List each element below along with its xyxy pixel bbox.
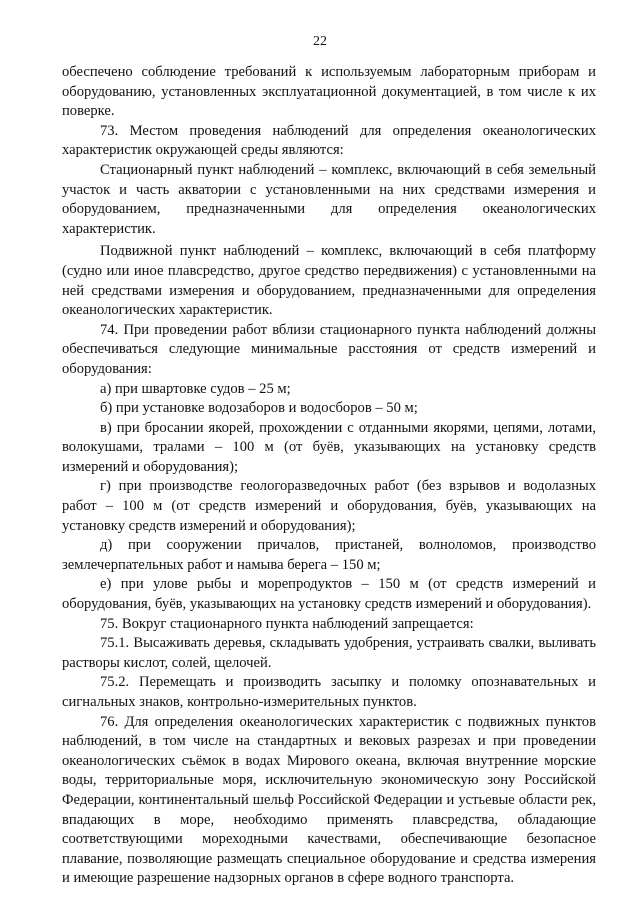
paragraph-continuation: обеспечено соблюдение требований к используемым лабораторным приборам и оборудованию, установленных эксплуатационной документацией, в том числе к их поверке. — [62, 64, 596, 120]
paragraph-73: 73. Местом проведения наблюдений для определения океанологических характеристик окружающей среды являются: — [62, 122, 596, 159]
paragraph-stationary-point: Стационарный пункт наблюдений – комплекс, включающий в себя земельный участок и часть акватории с установленными на них средствами измерения и оборудованием, предназначенными для определения океанологических характеристик. — [62, 161, 596, 237]
list-item-74a: а) при швартовке судов – 25 м; — [100, 380, 291, 397]
paragraph-75-1: 75.1. Высаживать деревья, складывать удобрения, устраивать свалки, выливать растворы кислот, солей, щелочей. — [62, 635, 596, 671]
list-item-74c: в) при бросании якорей, прохождении с отданными якорями, цепями, лотами, волокушами, тралами – 100 м (от буёв, указывающих на установку средств измерений и оборудования); — [62, 419, 596, 475]
list-item-74f: е) при улове рыбы и морепродуктов – 150 м (от средств измерений и оборудования, буёв, указывающих на установку средств измерений и оборудования). — [62, 576, 596, 613]
list-item-74d: г) при производстве геологоразведочных работ (без взрывов и водолазных работ – 100 м (от средств измерений и оборудования, буёв, указывающих на установку средств измерений и оборудования); — [62, 478, 596, 534]
paragraph-mobile-point: Подвижной пункт наблюдений – комплекс, включающий в себя платформу (судно или иное плавсредство, другое средство передвижения) с установленными на ней средствами измерения и оборудованием, предназначенными для определения океанологических характеристик. — [62, 243, 596, 319]
paragraph-76: 76. Для определения океанологических характеристик с подвижных пунктов наблюдений, в том числе на стандартных и вековых разрезах и при проведении океанологических съёмок в водах Мирового океана, включая внутренние морские воды, территориальные моря, исключительную экономическую зону Российской Федерации, континентальный шельф Российской Федерации и устьевые области рек, впадающих в море, необходимо применять плавсредства, обладающие соответствующими мореходными качествами, обеспечивающие безопасное плавание, позволяющие размещать специальное оборудование и средства измерения и имеющие разрешение надзорных органов в сфере водного транспорта. — [62, 713, 596, 887]
paragraph-75-2: 75.2. Перемещать и производить засыпку и поломку опознавательных и сигнальных знаков, контрольно-измерительных пунктов. — [62, 674, 596, 710]
paragraph-74: 74. При проведении работ вблизи стационарного пункта наблюдений должны обеспечиваться следующие минимальные расстояния от средств измерений и оборудования: — [62, 321, 596, 377]
document-body — [62, 63, 596, 889]
page-number: 22 — [313, 34, 327, 49]
paragraph-75: 75. Вокруг стационарного пункта наблюдений запрещается: — [100, 615, 474, 632]
list-item-74b: б) при установке водозаборов и водосборов – 50 м; — [100, 400, 418, 417]
list-item-74e: д) при сооружении причалов, пристаней, волноломов, производство землечерпательных работ и намыва берега – 150 м; — [62, 537, 596, 573]
